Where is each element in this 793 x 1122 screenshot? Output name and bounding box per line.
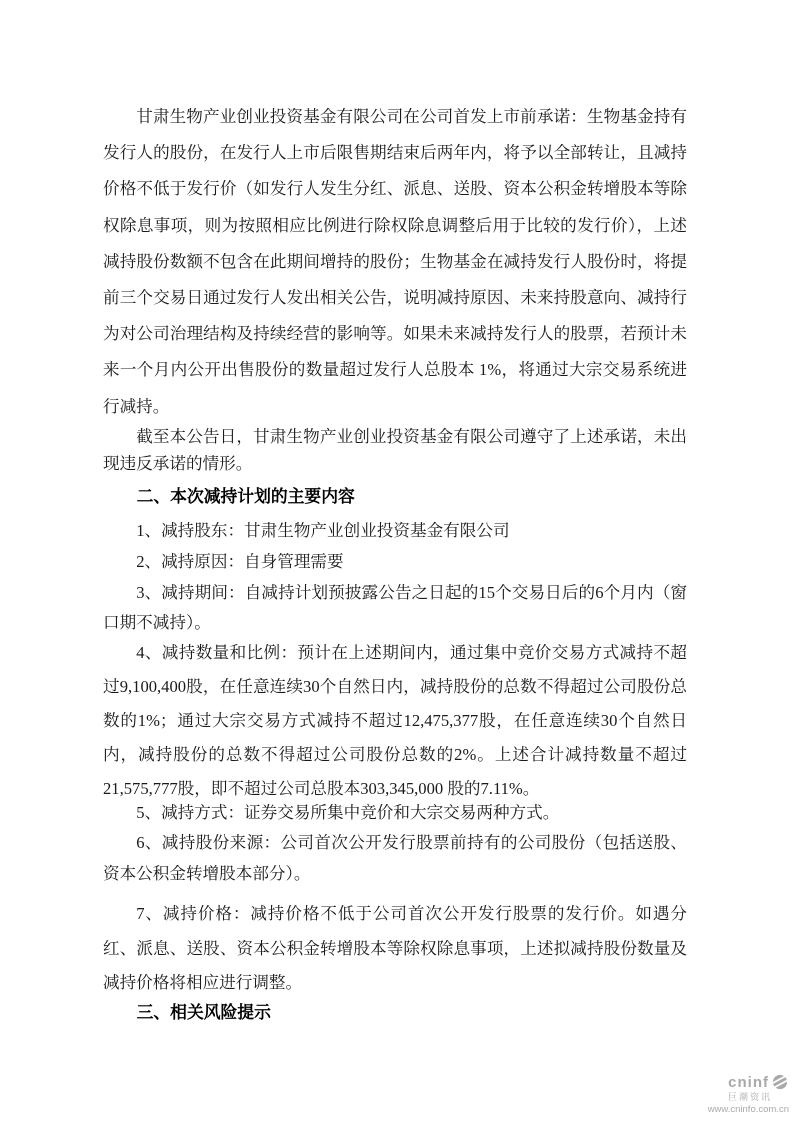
commitment-paragraph: 甘肃生物产业创业投资基金有限公司在公司首发上市前承诺：生物基金持有发行人的股份，在发行人上市后限售期结束后两年内，将予以全部转让，且减持价格不低于发行价（如发行人发生分红、派息、送股、资本公积金转增股本等除权除息事项，则为按照相应比例进行除权除息调整后用于比较的发行价），上述减持股份数额不包含在此期间增持的股份；生物基金在减持发行人股份时，将提前三个交易日通过发行人发出相关公告，说明减持原因、未来持股意向、减持行为对公司治理结构及持续经营的影响等。如果未来减持发行人的股票，若预计未来一个月内公开出售股份的数量超过发行人总股本 1%，将通过大宗交易系统进行减持。	[103, 107, 687, 416]
section-heading-risk: 三、相关风险提示	[136, 1003, 271, 1022]
compliance-paragraph: 截至本公告日，甘肃生物产业创业投资基金有限公司遵守了上述承诺，未出现违反承诺的情形。	[103, 427, 687, 473]
cninfo-logo-text: cninf	[728, 1073, 769, 1091]
cninfo-logo-row	[697, 1073, 789, 1091]
cninfo-watermark	[697, 1073, 789, 1115]
plan-item-share-source: 6、减持股份来源：公司首次公开发行股票前持有的公司股份（包括送股、资本公积金转增股本部分）。	[103, 833, 687, 883]
cninfo-chinese-name: 巨潮资讯	[727, 1092, 772, 1102]
cninfo-url: www.cninfo.com.cn	[707, 1104, 789, 1115]
plan-item-reason: 2、减持原因：自身管理需要	[136, 552, 344, 571]
plan-item-quantity-ratio: 4、减持数量和比例：预计在上述期间内，通过集中竞价交易方式减持不超过9,100,400股，在任意连续30个自然日内，减持股份的总数不得超过公司股份总数的1%；通过大宗交易方式减持不超过12,475,377股，在任意连续30个自然日内，减持股份的总数不得超过公司股份总数的2%。上述合计减持数量不超过21,575,777股，即不超过公司总股本303,345,000 股的7.11%。	[103, 643, 687, 798]
plan-item-method: 5、减持方式：证券交易所集中竞价和大宗交易两种方式。	[136, 803, 560, 822]
plan-item-period: 3、减持期间：自减持计划预披露公告之日起的15个交易日后的6个月内（窗口期不减持）。	[103, 583, 687, 632]
plan-item-shareholder: 1、减持股东：甘肃生物产业创业投资基金有限公司	[136, 521, 510, 540]
cninfo-swirl-icon	[771, 1073, 789, 1091]
plan-item-price: 7、减持价格：减持价格不低于公司首次公开发行股票的发行价。如遇分红、派息、送股、资本公积金转增股本等除权除息事项，上述拟减持股份数量及减持价格将相应进行调整。	[103, 904, 687, 992]
section-heading-plan: 二、本次减持计划的主要内容	[136, 487, 355, 506]
